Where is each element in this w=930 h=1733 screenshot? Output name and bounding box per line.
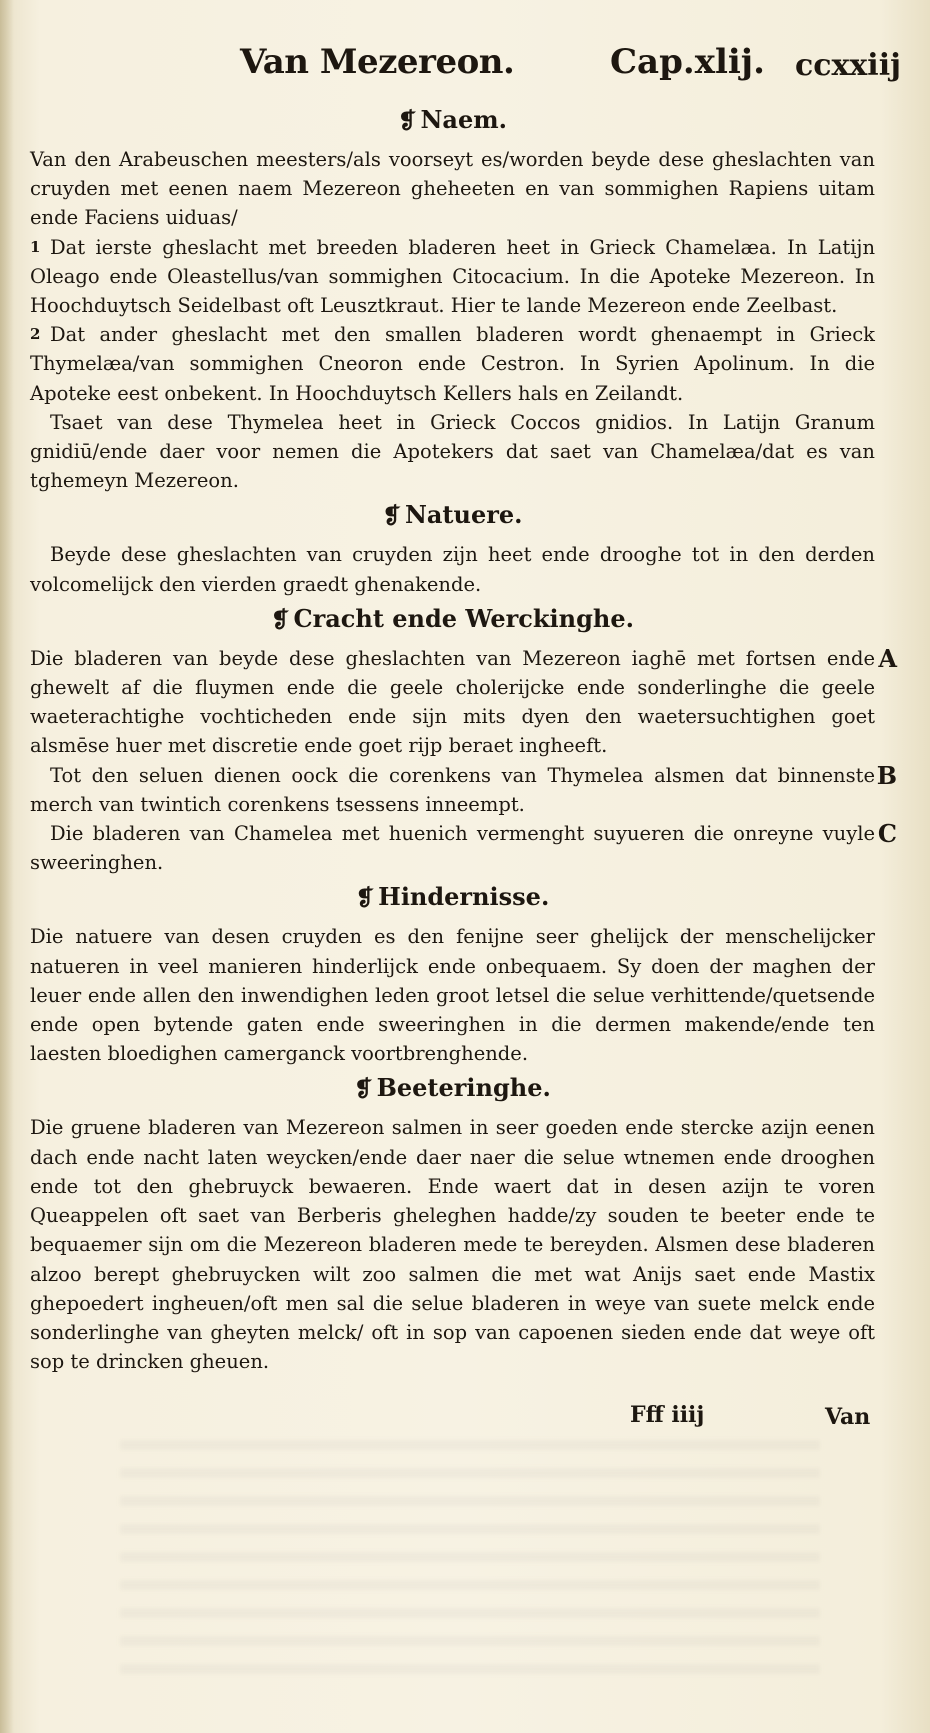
paragraph: 1 Dat ierste gheslacht met breeden bladeren heet in Grieck Chamelæa. In Latijn Oleago ende Oleastellus/van sommighen Citocacium. In die Apoteke Mezereon. In Hoochduytsch Seidelbast oft Leusztkraut. Hier te lande Mezereon ende Zeelbast. [30,233,875,321]
paragraph: Die gruene bladeren van Mezereon salmen in seer goeden ende stercke azijn eenen dach ende nacht laten weycken/ende daer naer die selue wtnemen ende drooghen ende tot den ghebruyck bewaeren. Ende waert dat in desen azijn te voren Queappelen oft saet van Berberis gheleghen hadde/zy souden te beeter ende te bequaemer sijn om die Mezereon bladeren mede te bereyden. Alsmen dese bladeren alzoo berept ghebruycken wilt zoo salmen die met wat Anijs saet ende Mastix ghepoedert ingheuen/oft men sal die selue bladeren in weye van suete melck ende sonderlinghe van gheyten melck/ oft in sop van capoenen sieden ende dat weye oft sop te drincken gheuen. [30,1116,875,1374]
paragraph: 2 Dat ander gheslacht met den smallen bladeren wordt ghenaempt in Grieck Thymelæa/van sommighen Cneoron ende Cestron. In Syrien Apolinum. In die Apoteke eest onbekent. In Hoochduytsch Kellers hals en Zeilandt. [30,320,875,408]
signature-mark: Fff iiij [630,1402,705,1428]
pilcrow-icon: ❡ [355,885,375,912]
paragraph: C Die bladeren van Chamelea met huenich vermenght suyueren die onreyne vuyle sweeringhen. [30,819,897,875]
paragraph: Die natuere van desen cruyden es den fenijne seer ghelijck der menschelijcker natueren in veel manieren hinderlijck ende onbequaem. Sy doen der maghen der leuer ende allen den inwendighen leden groot letsel die selue verhittende/quetsende ende open bytende gaten ende sweeringhen in die dermen makende/ende ten laesten bloedighen camerganck voortbrenghende. [30,925,875,1066]
catchword: Van [825,1404,871,1430]
page-footer [30,1402,875,1438]
running-header [240,42,901,102]
section-heading-cracht: ❡ Cracht ende Werckinghe. [271,603,634,633]
paragraph: Van den Arabeuschen meesters/als voorseyt es/worden beyde dese gheslachten van cruyden met eenen naem Mezereon gheheeten en van sommighen Rapiens uitam ende Faciens uiduas/ [30,148,875,230]
paragraph: A Die bladeren van beyde dese gheslachten van Mezereon iaghē met fortsen ende ghewelt af die fluymen ende die geele cholerijcke ende sonderlinghe die geele waeterachtighe vochticheden ende sijn mits dyen den waetersuchtighen goet alsmēse huer met discretie ende goet rijp beraet ingheeft. [30,643,897,758]
text-block [30,100,897,1376]
folio-number: ccxxiij [795,48,901,83]
margin-letter: A [878,643,897,673]
running-title: Van Mezereon. [240,42,515,82]
section-heading-hindernisse: ❡ Hindernisse. [355,882,550,912]
show-through [120,1440,820,1690]
margin-letter: C [877,819,897,849]
section-heading-natuere: ❡ Natuere. [382,500,523,530]
pilcrow-icon: ❡ [382,503,401,530]
paragraph: B Tot den seluen dienen oock die corenkens van Thymelea alsmen dat binnenste merch van twintich corenkens tsessens inneempt. [30,760,897,816]
pilcrow-icon: ❡ [354,1076,373,1103]
section-heading-beeteringhe: ❡ Beeteringhe. [354,1073,551,1103]
margin-letter: B [876,760,897,790]
pilcrow-icon: ❡ [398,108,417,134]
section-heading-naem: ❡ Naem. [398,105,507,134]
chapter-number: Cap.xlij. [610,42,765,82]
pilcrow-icon: ❡ [271,606,290,633]
paragraph: Tsaet van dese Thymelea heet in Grieck Coccos gnidios. In Latijn Granum gnidiū/ende daer voor nemen die Apotekers dat saet van Chamelæa/dat es van tghemeyn Mezereon. [30,410,875,493]
paragraph: Beyde dese gheslachten van cruyden zijn heet ende drooghe tot in den derden volcomelijck den vierden graedt ghenakende. [30,543,875,596]
side-number: 2 [30,325,41,344]
side-number: 1 [30,237,41,256]
